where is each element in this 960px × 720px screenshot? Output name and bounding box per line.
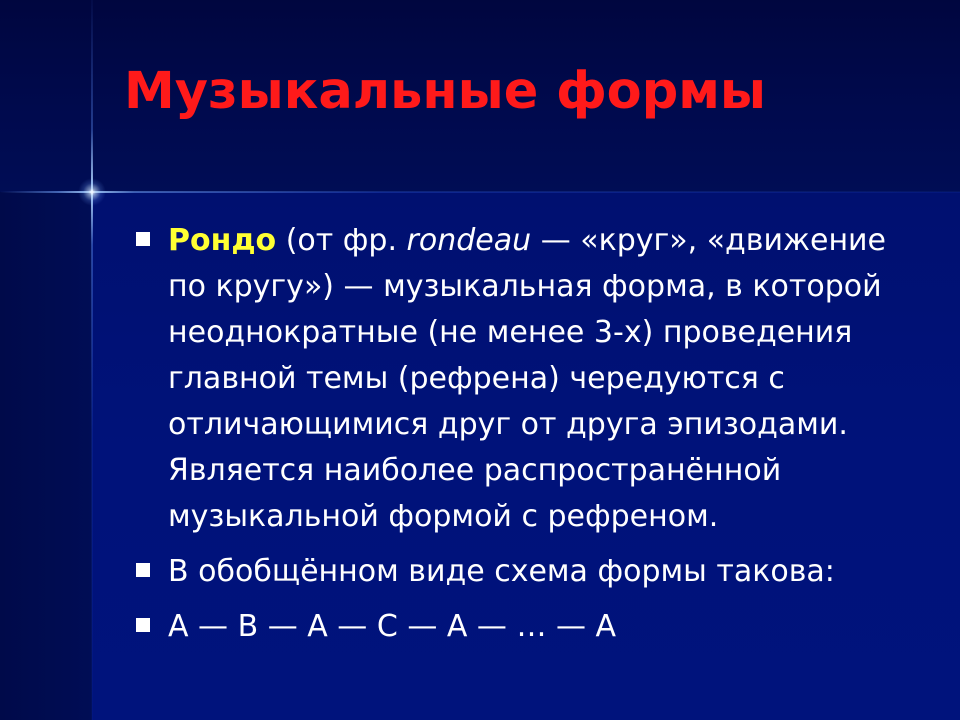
bullet-list (130, 218, 920, 650)
slide-title: Музыкальные формы (124, 62, 767, 121)
definition-text-rest: — «круг», «движение по кругу») — музыкальная форма, в которой неоднократные (не менее 3-х) проведения главной темы (рефрена) чередуются с отличающимися друг от друга эпизодами. Является наиболее распространённой музыкальной формой с рефреном. (168, 223, 887, 534)
bullet-item-scheme (130, 604, 920, 650)
square-bullet-icon (136, 232, 150, 246)
term-rondo: Рондо (168, 223, 277, 258)
vertical-light-line (91, 0, 93, 720)
definition-text-start: (от фр. (276, 223, 407, 258)
bullet-item-scheme-intro (130, 549, 920, 595)
horizontal-light-line (0, 191, 960, 193)
scheme-intro-text: В обобщённом виде схема формы такова: (168, 554, 835, 589)
scheme-text: A — B — A — C — A — … — A (168, 609, 617, 644)
square-bullet-icon (136, 618, 150, 632)
left-margin-background (0, 192, 92, 720)
sparkle-icon (78, 178, 106, 206)
french-word: rondeau (406, 223, 532, 258)
square-bullet-icon (136, 563, 150, 577)
bullet-item-rondo-definition (130, 218, 920, 540)
